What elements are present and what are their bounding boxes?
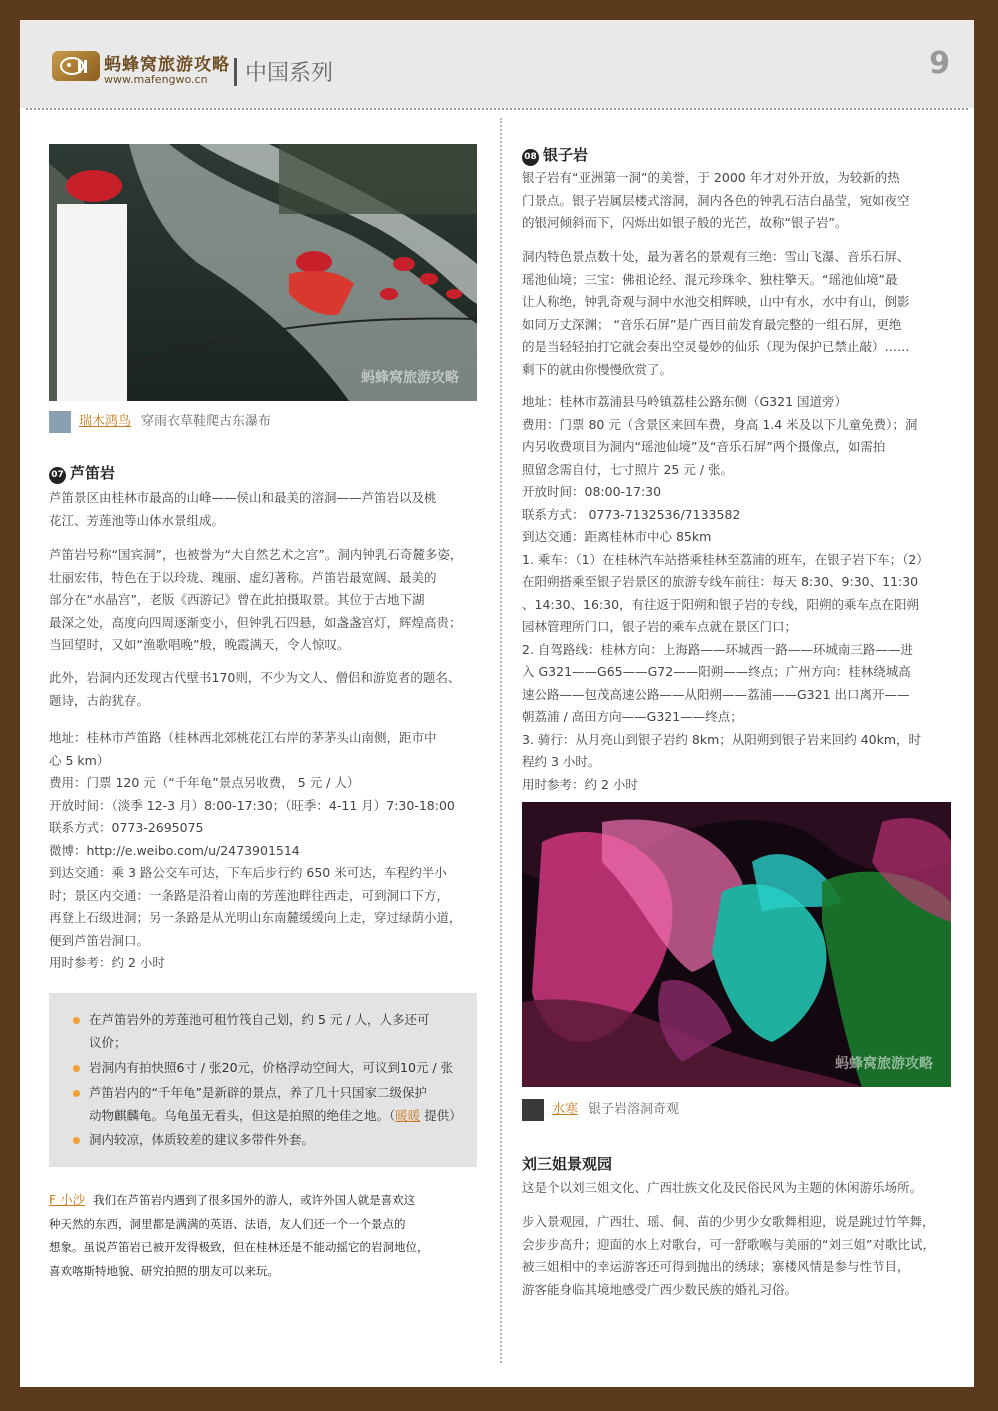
brand-name: 蚂蜂窝旅游攻略: [104, 55, 230, 75]
page-number: 9: [929, 46, 950, 81]
tip-text: 岩洞内有拍快照6寸 / 张20元，价格浮动空间大，可议到10元 / 张: [89, 1060, 454, 1075]
info-line: 联系方式： 0773-7132536/7133582: [522, 506, 741, 522]
quote-line: 喜欢喀斯特地貌、研究拍照的朋友可以来玩。: [49, 1263, 279, 1278]
quote-text: 我们在芦笛岩内遇到了很多国外的游人，或许外国人就是喜欢这: [93, 1193, 416, 1207]
avatar: [49, 411, 71, 433]
yinziyan-info: [522, 391, 950, 796]
text-line: 最深之处，高度向四周逐渐变小，但钟乳石四悬，如盏盏宫灯，辉煌高贵；: [49, 614, 462, 630]
info-line: 园林管理所门口，银子岩的乘车点就在景区门口；: [522, 619, 798, 634]
text-line: 如同万丈深渊； “音乐石屏”是广西目前发育最完整的一组石屏，更绝: [522, 316, 902, 332]
info-line: 照留念需自付，七寸照片 25 元 / 张。: [522, 461, 734, 477]
text-line: 花江、芳莲池等山体水景组成。: [49, 512, 225, 528]
quote-user-link[interactable]: F 小沙: [49, 1192, 86, 1207]
series-title: 中国系列: [245, 61, 334, 86]
text-line: 芦笛景区由桂林市最高的山峰——侯山和最美的溶洞——芦笛岩以及桃: [49, 490, 437, 505]
tip-text-part: 提供）: [420, 1107, 462, 1123]
text-line: 题诗，古韵犹存。: [49, 692, 150, 708]
text-line: 部分在“水晶宫”，老版《西游记》曾在此拍摄取景。其位于古地下湖: [49, 592, 425, 607]
info-line: 程约 3 小时。: [522, 754, 601, 769]
info-line: 费用：门票 80 元（含景区来回车费，身高 1.4 米及以下儿童免费）；洞: [522, 416, 918, 432]
text-line: 步入景观园，广西壮、瑶、侗、苗的少男少女歌舞相迎，说是跳过竹竿舞，: [522, 1214, 935, 1229]
tip-item: [73, 1009, 465, 1054]
yinziyan-intro: [522, 167, 950, 235]
avatar: [522, 1099, 544, 1121]
waterfall-climbing-photo: [49, 144, 477, 401]
info-line: 内另收费项目为洞内“瑶池仙境”及“音乐石屏”两个摄像点，如需拍: [522, 439, 886, 454]
tip-text-part: 动物麒麟龟。乌龟虽无看头，但这是拍照的绝佳之地。（: [89, 1107, 396, 1123]
tip-text: 在芦笛岩外的芳莲池可租竹筏自己划，约 5 元 / 人，人多还可: [89, 1012, 430, 1027]
ludiyan-description: [49, 544, 477, 657]
tip-item: [73, 1057, 465, 1080]
info-line: 便到芦笛岩洞口。: [49, 932, 150, 948]
tip-text: 议价；: [89, 1034, 127, 1050]
text-line: 游客能身临其境地感受广西少数民族的婚礼习俗。: [522, 1281, 798, 1297]
weibo-link[interactable]: 微博：http://e.weibo.com/u/2473901514: [49, 842, 300, 858]
header-divider: [26, 108, 968, 110]
text-line: 让人称绝，钟乳奇观与洞中水池交相辉映，山中有水，水中有山，倒影: [522, 294, 910, 309]
text-line: 会步步高升；迎面的水上对歌台，可一舒歌喉与美丽的“刘三姐”对歌比试，: [522, 1236, 935, 1252]
text-line: 门景点。银子岩属层楼式溶洞，洞内各色的钟乳石洁白晶莹，宛如夜空: [522, 192, 910, 208]
info-line: 3. 骑行：从月亮山到银子岩约 8km；从阳朔到银子岩来回约 40km，时: [522, 731, 922, 747]
liusanjie-intro: [522, 1177, 950, 1200]
info-line: 到达交通：距离桂林市中心 85km: [522, 529, 712, 544]
text-line: 此外，岩洞内还发现古代壁书170则，不少为文人、僧侣和游览者的题名、: [49, 670, 461, 685]
credit-caption: 穿雨衣草鞋爬古东瀑布: [141, 414, 272, 429]
liusanjie-description: [522, 1211, 950, 1301]
info-line: 用时参考：约 2 小时: [49, 955, 165, 970]
credit-user-link[interactable]: 水寒: [552, 1102, 579, 1117]
bullet-icon: [73, 1017, 80, 1024]
text-line: 的银河倾斜而下，闪烁出如银子般的光芒，故称“银子岩”。: [522, 215, 848, 230]
silver-cave-photo: [522, 802, 951, 1087]
credit-user-link[interactable]: 瑞木鸿鸟: [79, 414, 132, 429]
quote-line: [49, 1188, 477, 1213]
info-line: 地址：桂林市荔浦县马岭镇荔桂公路东侧（G321 国道旁）: [522, 394, 848, 409]
info-line: 1. 乘车：（1）在桂林汽车站搭乘桂林至荔浦的班车，在银子岩下车；（2）: [522, 551, 929, 567]
page: [20, 20, 974, 1387]
section-title-text: 银子岩: [543, 146, 589, 164]
quote-line: 种天然的东西，洞里都是满满的英语、法语，友人们还一个一个景点的: [49, 1216, 406, 1231]
mafengwo-logo-icon: [52, 51, 100, 81]
section-title-text: 芦笛岩: [70, 464, 116, 482]
info-line: 、14:30、16:30，有往返于阳朔和银子岩的专线，阳朔的乘车点在阳朔: [522, 596, 920, 612]
info-line: 心 5 km）: [49, 752, 110, 768]
tip-text: [73, 1105, 465, 1128]
tips-box: [49, 993, 477, 1167]
text-line: 当回望时，又如“渔歌唱晚”般，晚霞满天，令人惊叹。: [49, 637, 350, 652]
text-line: 被三姐相中的幸运游客还可得到抛出的绣球；寨楼风情是参与性节目，: [522, 1259, 910, 1274]
info-line: 2. 自驾路线：桂林方向：上海路——环城西一路——环城南三路——进: [522, 641, 913, 657]
text-line: 的是当轻轻拍打它就会奏出空灵曼妙的仙乐（现为保护已禁止敲）……: [522, 339, 910, 354]
tip-item: [73, 1129, 465, 1152]
section-title-ludiyan: [49, 462, 115, 484]
info-line: 地址：桂林市芦笛路（桂林西北郊桃花江右岸的茅茅头山南侧，距市中: [49, 730, 437, 745]
column-divider: [500, 118, 502, 1363]
ludiyan-murals: [49, 667, 477, 712]
text-line: 芦笛岩号称“国宾洞”，也被誉为“大自然艺术之宫”。洞内钟乳石奇麓多姿，: [49, 547, 463, 562]
header-separator: [234, 58, 237, 86]
info-line: 在阳朔搭乘至银子岩景区的旅游专线车前往：每天 8:30、9:30、11:30: [522, 574, 919, 589]
tip-user-link[interactable]: 暖暖: [395, 1107, 421, 1123]
photo-watermark: 蚂蜂窝旅游攻略: [835, 1056, 933, 1072]
ludiyan-intro: [49, 487, 477, 532]
bullet-icon: [73, 1065, 80, 1072]
info-line: 朝荔浦 / 高田方向——G321——终点；: [522, 709, 743, 724]
info-line: 费用：门票 120 元（“千年龟”景点另收费， 5 元 / 人）: [49, 775, 360, 790]
photo-credit: [49, 410, 271, 433]
text-line: 剩下的就由你慢慢欣赏了。: [522, 361, 673, 377]
bullet-icon: [73, 1090, 80, 1097]
traveler-quote: [49, 1188, 477, 1283]
info-line: 联系方式：0773-2695075: [49, 820, 204, 835]
yinziyan-highlights: [522, 246, 950, 381]
info-line: 到达交通：乘 3 路公交车可达，下车后步行约 650 米可达，车程约半小: [49, 865, 447, 880]
photo-watermark: 蚂蜂窝旅游攻略: [361, 370, 459, 386]
info-line: 开放时间：（淡季 12-3 月）8:00-17:30；（旺季：4-11 月）7:30-18:00: [49, 797, 455, 813]
info-line: 速公路——包茂高速公路——从阳朔——荔浦——G321 出口离开——: [522, 686, 910, 702]
tip-text: 芦笛岩内的“千年龟”是新辟的景点，养了几十只国家二级保护: [89, 1085, 427, 1100]
info-line: 再登上石级进洞；另一条路是从光明山东南麓缓缓向上走，穿过绿荫小道，: [49, 910, 462, 925]
section-title-text: 刘三姐景观园: [522, 1155, 613, 1173]
text-line: 瑶池仙境；三宝：佛祖论经、混元珍珠伞、独柱擎天。“瑶池仙境”最: [522, 271, 898, 287]
credit-caption: 银子岩溶洞奇观: [588, 1102, 680, 1117]
text-line: 壮丽宏伟，特色在于以玲珑、瑰丽、虚幻著称。芦笛岩最宽阔、最美的: [49, 569, 437, 585]
ludiyan-info: [49, 727, 477, 975]
info-line: 用时参考：约 2 小时: [522, 776, 638, 792]
brand-url: www.mafengwo.cn: [104, 73, 208, 86]
info-line: 开放时间：08:00-17:30: [522, 484, 662, 499]
section-number-badge: 08: [522, 149, 539, 166]
tip-text: 洞内较凉，体质较差的建议多带件外套。: [89, 1132, 315, 1147]
photo-credit: [522, 1098, 679, 1121]
tip-item: [73, 1082, 465, 1127]
info-line: 时；景区内交通：一条路是沿着山南的芳莲池畔往西走，可到洞口下方，: [49, 887, 450, 903]
info-line: 入 G321——G65——G72——阳朔——终点；广州方向：桂林绕城高: [522, 664, 911, 679]
bullet-icon: [73, 1137, 80, 1144]
section-title-yinziyan: [522, 144, 588, 166]
text-line: 洞内特色景点数十处，最为著名的景观有三绝：雪山飞瀑、音乐石屏、: [522, 249, 910, 264]
text-line: 银子岩有“亚洲第一洞”的美誉，于 2000 年才对外开放，为较新的热: [522, 170, 900, 185]
quote-line: 想象。虽说芦笛岩已被开发得极致，但在桂林还是不能动摇它的岩洞地位，: [49, 1240, 429, 1254]
page-header: [20, 20, 974, 108]
text-line: 这是个以刘三姐文化、广西壮族文化及民俗民风为主题的休闲游乐场所。: [522, 1180, 923, 1195]
section-title-liusanjie: [522, 1153, 612, 1174]
section-number-badge: 07: [49, 467, 66, 484]
